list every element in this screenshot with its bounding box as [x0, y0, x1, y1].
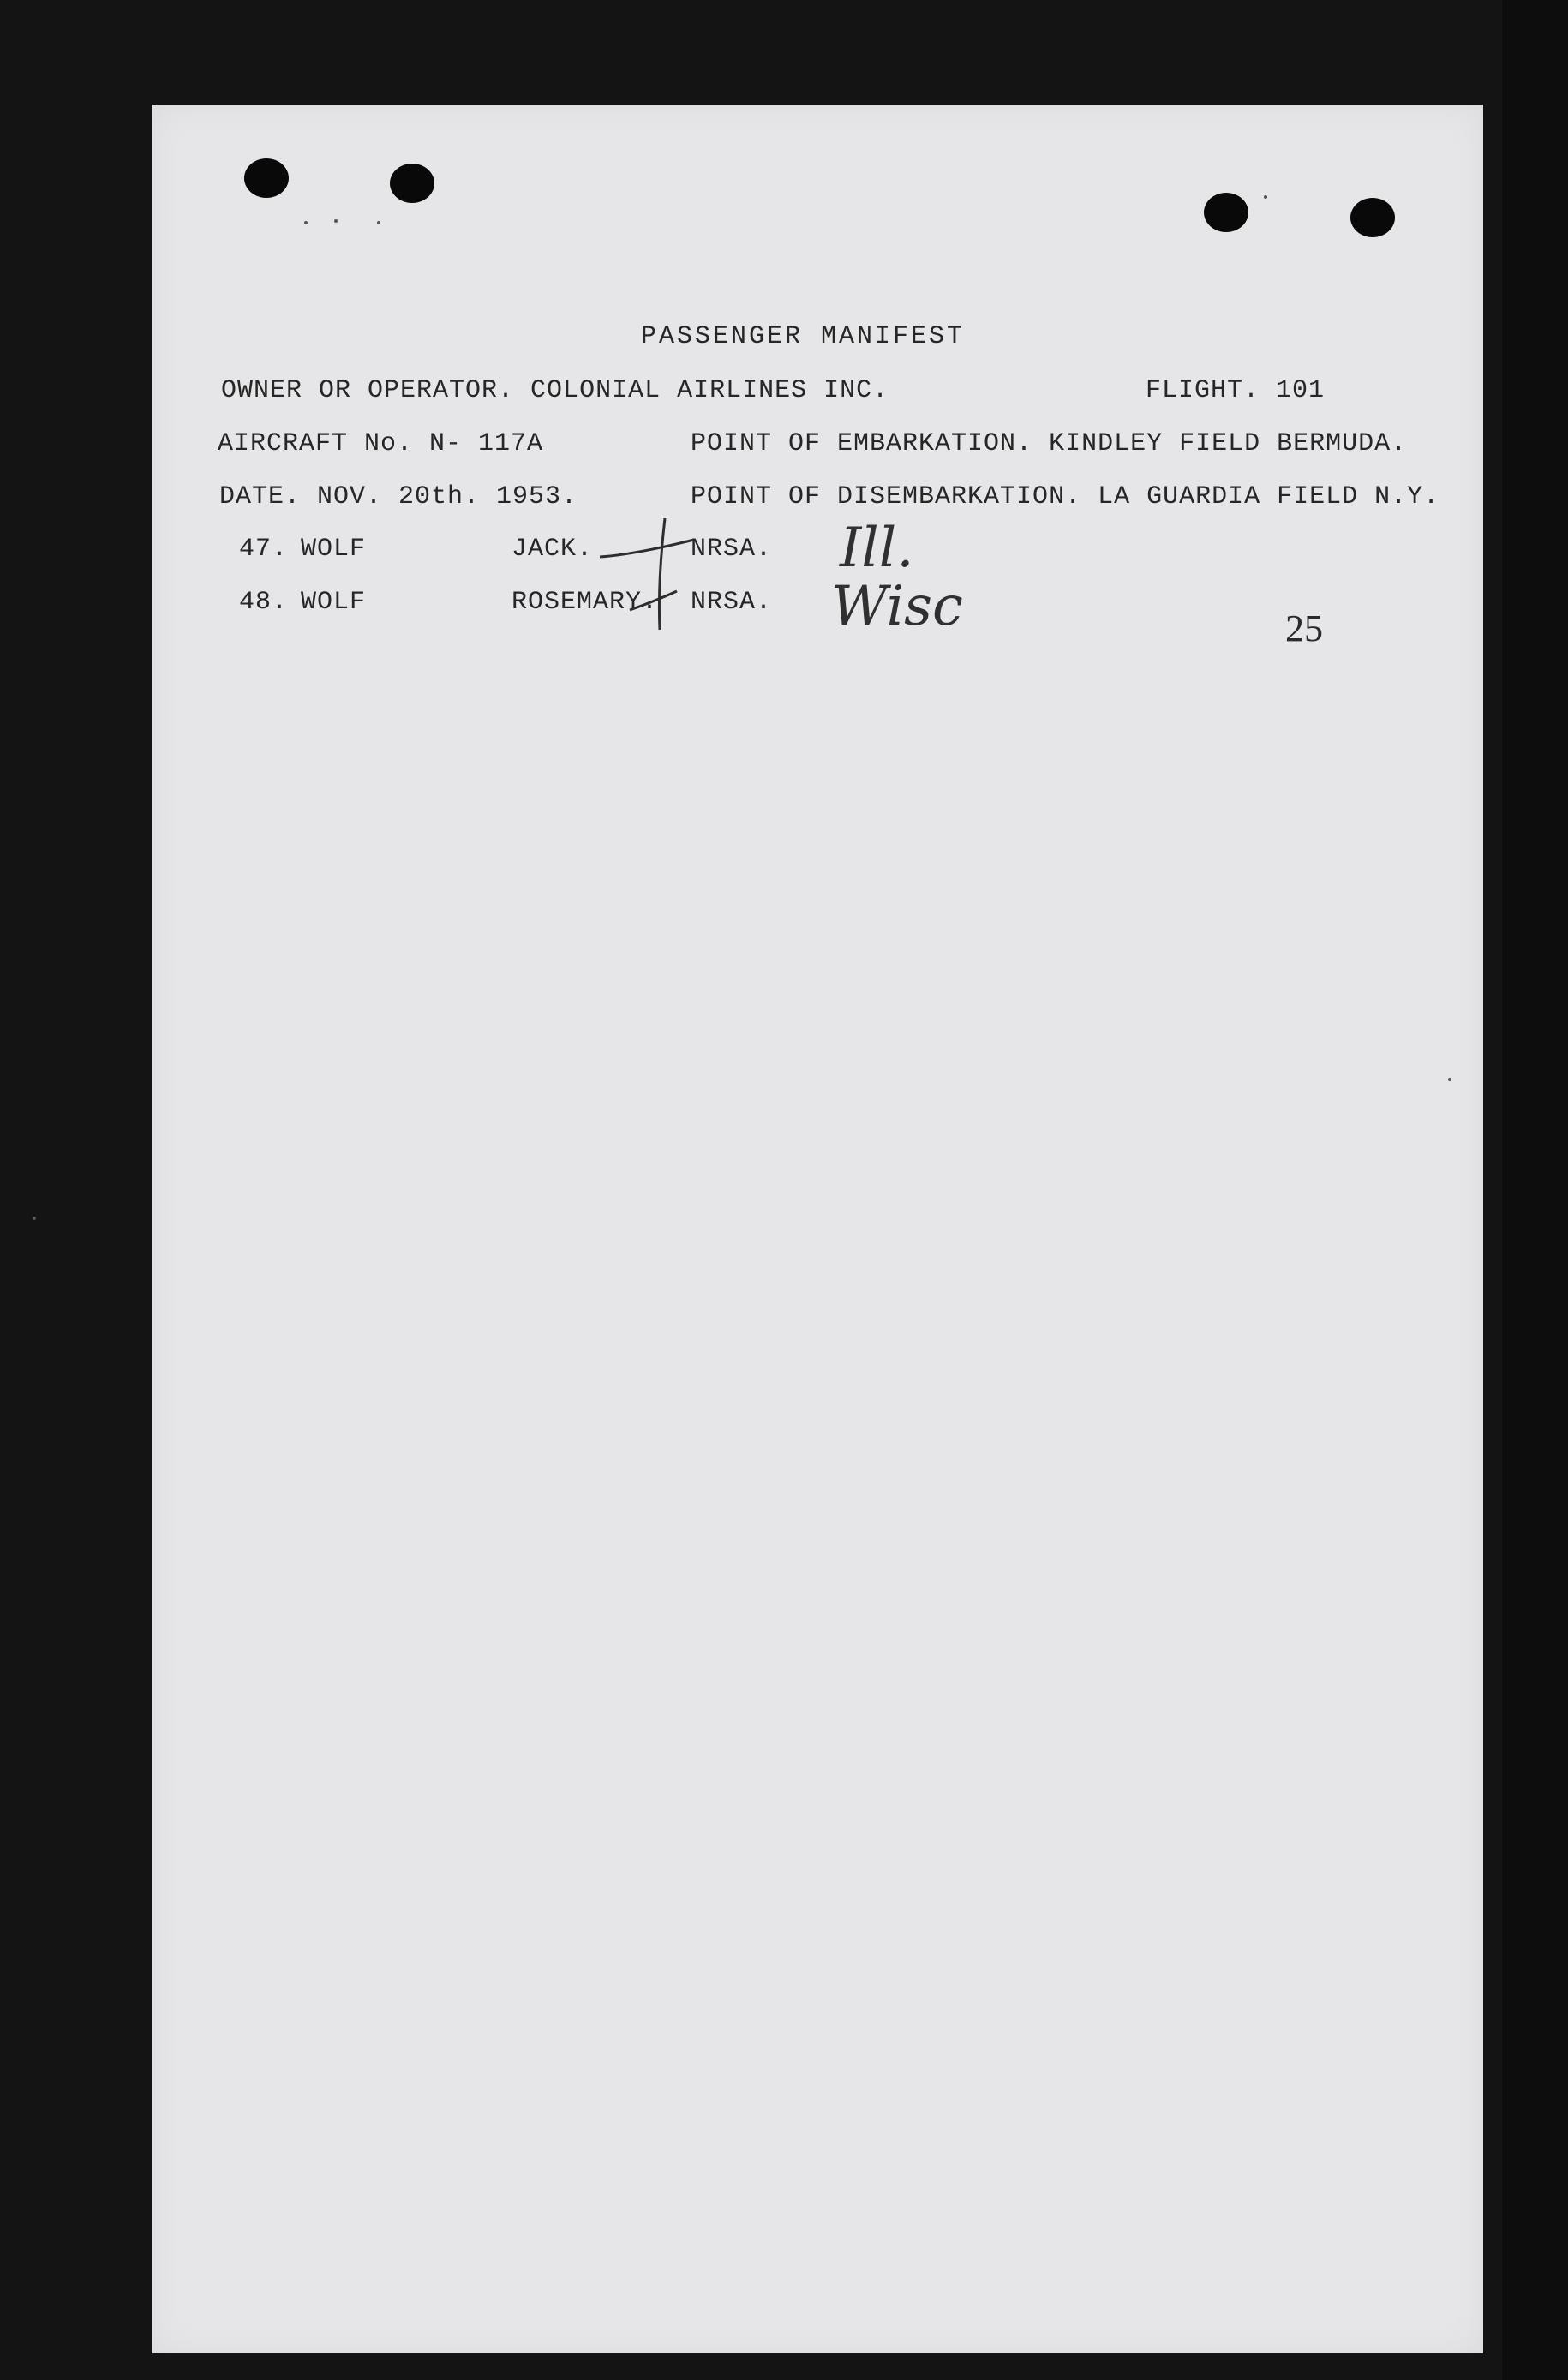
passenger-surname: WOLF: [301, 535, 367, 564]
passenger-number: 48.: [239, 588, 289, 617]
embarkation-line: POINT OF EMBARKATION. KINDLEY FIELD BERMUDA.: [691, 429, 1408, 458]
scan-border-right: [1502, 0, 1568, 2380]
punch-hole-1: [244, 158, 289, 198]
passenger-status: NRSA.: [691, 535, 773, 564]
owner-operator-line: OWNER OR OPERATOR. COLONIAL AIRLINES INC.: [221, 376, 889, 405]
passenger-given-name: ROSEMARY.: [512, 588, 659, 617]
aircraft-line: AIRCRAFT No. N- 117A: [218, 429, 544, 458]
disembarkation-line: POINT OF DISEMBARKATION. LA GUARDIA FIELD N.Y.: [691, 482, 1440, 511]
scan-speck: [377, 221, 380, 224]
handwritten-state: Wisc: [831, 575, 963, 638]
punch-hole-3: [1204, 193, 1248, 232]
scan-speck: [1264, 195, 1267, 199]
punch-hole-2: [390, 164, 434, 203]
scan-speck: [1448, 1078, 1451, 1081]
scan-speck: [33, 1217, 36, 1220]
flight-line: FLIGHT. 101: [1146, 376, 1326, 405]
passenger-surname: WOLF: [301, 588, 367, 617]
passenger-status: NRSA.: [691, 588, 773, 617]
passenger-number: 47.: [239, 535, 289, 564]
punch-hole-4: [1350, 198, 1395, 237]
page-number: 25: [1285, 607, 1323, 649]
manifest-title: PASSENGER MANIFEST: [641, 322, 966, 351]
scan-speck: [334, 219, 338, 223]
scan-speck: [304, 221, 308, 224]
handwritten-state: Ill.: [840, 517, 914, 580]
date-line: DATE. NOV. 20th. 1953.: [219, 482, 578, 511]
passenger-given-name: JACK.: [512, 535, 594, 564]
